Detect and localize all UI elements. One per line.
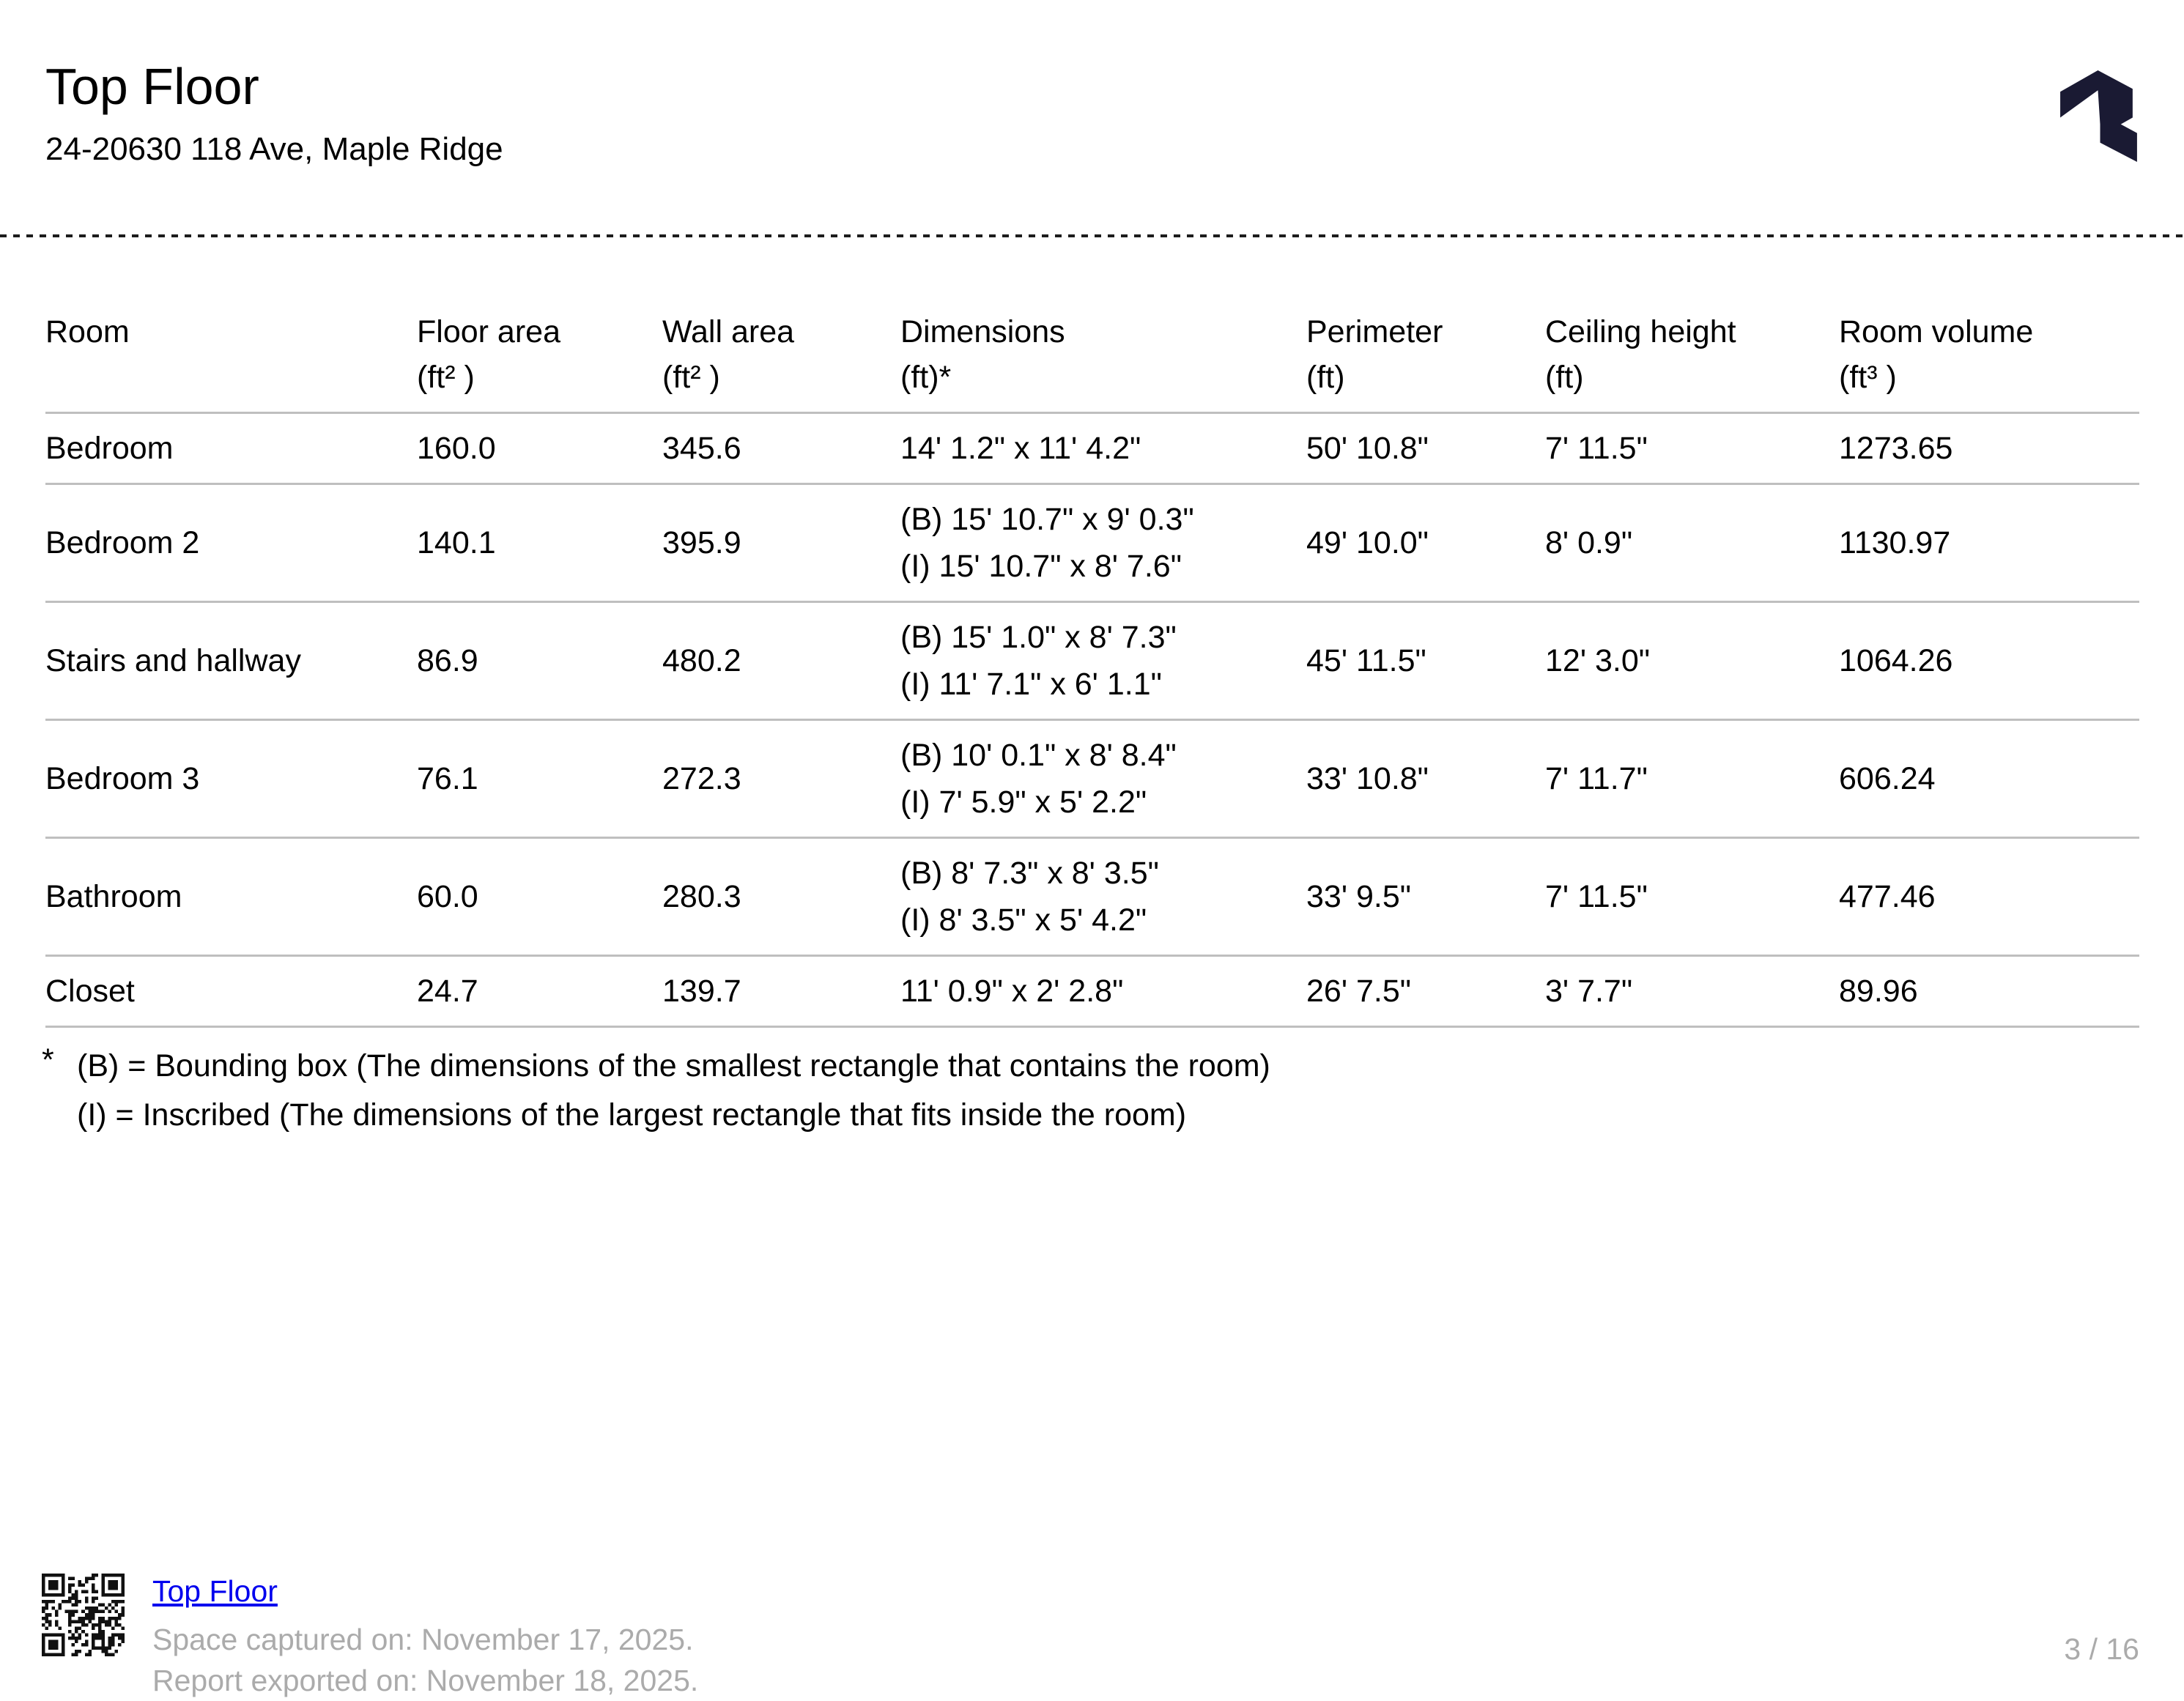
wall-area-cell: 480.2 <box>662 602 900 720</box>
perimeter-cell: 33' 10.8" <box>1306 720 1545 838</box>
page-subtitle-address: 24-20630 118 Ave, Maple Ridge <box>45 131 503 167</box>
footnote-line-inscribed: (I) = Inscribed (The dimensions of the largest rectangle that fits inside the room) <box>77 1097 1187 1133</box>
perimeter-cell: 49' 10.0" <box>1306 484 1545 602</box>
ceiling-height-cell: 7' 11.5" <box>1545 413 1839 484</box>
table-row <box>45 484 2139 602</box>
table-row <box>45 838 2139 956</box>
wall-area-cell: 272.3 <box>662 720 900 838</box>
floor-area-cell: 76.1 <box>417 720 662 838</box>
floor-area-cell: 24.7 <box>417 956 662 1027</box>
dimensions-cell: (B) 15' 10.7" x 9' 0.3" (I) 15' 10.7" x 8' 7.6" <box>900 484 1306 602</box>
column-header-wall-area: Wall area (ft² ) <box>662 309 900 413</box>
footer-text <box>152 1574 698 1701</box>
column-header-floor-area: Floor area (ft² ) <box>417 309 662 413</box>
page-number: 3 / 16 <box>2064 1632 2139 1666</box>
brand-logo-glyph <box>2060 70 2137 162</box>
column-header-room: Room <box>45 309 417 413</box>
room-volume-cell: 1130.97 <box>1839 484 2139 602</box>
table-row <box>45 602 2139 720</box>
perimeter-cell: 33' 9.5" <box>1306 838 1545 956</box>
column-header-perimeter: Perimeter (ft) <box>1306 309 1545 413</box>
room-table <box>45 309 2139 1028</box>
qr-code <box>42 1574 125 1656</box>
room-cell: Bedroom 3 <box>45 720 417 838</box>
page-header <box>45 60 503 167</box>
wall-area-cell: 280.3 <box>662 838 900 956</box>
wall-area-cell: 395.9 <box>662 484 900 602</box>
exported-date-line: Report exported on: November 18, 2025. <box>152 1664 699 1697</box>
page-title: Top Floor <box>45 58 259 115</box>
dimensions-cell: 11' 0.9" x 2' 2.8" <box>900 956 1306 1027</box>
footnote-marker: * <box>42 1042 54 1078</box>
floor-area-cell: 86.9 <box>417 602 662 720</box>
dotted-divider <box>0 234 2184 237</box>
dimensions-cell: (B) 8' 7.3" x 8' 3.5" (I) 8' 3.5" x 5' 4.2" <box>900 838 1306 956</box>
footnote-text <box>77 1042 1270 1140</box>
dimensions-cell: 14' 1.2" x 11' 4.2" <box>900 413 1306 484</box>
room-cell: Bedroom 2 <box>45 484 417 602</box>
ceiling-height-cell: 7' 11.5" <box>1545 838 1839 956</box>
column-header-ceiling-height: Ceiling height (ft) <box>1545 309 1839 413</box>
ceiling-height-cell: 7' 11.7" <box>1545 720 1839 838</box>
dimensions-cell: (B) 10' 0.1" x 8' 8.4" (I) 7' 5.9" x 5' 2.2" <box>900 720 1306 838</box>
room-volume-cell: 477.46 <box>1839 838 2139 956</box>
perimeter-cell: 26' 7.5" <box>1306 956 1545 1027</box>
room-cell: Stairs and hallway <box>45 602 417 720</box>
perimeter-cell: 45' 11.5" <box>1306 602 1545 720</box>
page-footer <box>42 1574 698 1701</box>
dimensions-cell: (B) 15' 1.0" x 8' 7.3" (I) 11' 7.1" x 6' 1.1" <box>900 602 1306 720</box>
perimeter-cell: 50' 10.8" <box>1306 413 1545 484</box>
floor-link[interactable]: Top Floor <box>152 1574 278 1608</box>
table-row <box>45 956 2139 1027</box>
column-header-room-volume: Room volume (ft³ ) <box>1839 309 2139 413</box>
room-volume-cell: 1273.65 <box>1839 413 2139 484</box>
brand-logo-icon <box>2060 70 2137 162</box>
footnote <box>42 1042 1270 1140</box>
ceiling-height-cell: 8' 0.9" <box>1545 484 1839 602</box>
room-cell: Bedroom <box>45 413 417 484</box>
ceiling-height-cell: 3' 7.7" <box>1545 956 1839 1027</box>
table-header-row <box>45 309 2139 413</box>
ceiling-height-cell: 12' 3.0" <box>1545 602 1839 720</box>
room-volume-cell: 1064.26 <box>1839 602 2139 720</box>
room-cell: Bathroom <box>45 838 417 956</box>
room-volume-cell: 89.96 <box>1839 956 2139 1027</box>
floor-area-cell: 60.0 <box>417 838 662 956</box>
wall-area-cell: 139.7 <box>662 956 900 1027</box>
table-row <box>45 720 2139 838</box>
floor-area-cell: 140.1 <box>417 484 662 602</box>
wall-area-cell: 345.6 <box>662 413 900 484</box>
room-cell: Closet <box>45 956 417 1027</box>
footnote-line-bounding: (B) = Bounding box (The dimensions of the smallest rectangle that contains the room) <box>77 1048 1270 1083</box>
table-row <box>45 413 2139 484</box>
room-table-body <box>45 413 2139 1027</box>
room-volume-cell: 606.24 <box>1839 720 2139 838</box>
floor-area-cell: 160.0 <box>417 413 662 484</box>
captured-date-line: Space captured on: November 17, 2025. <box>152 1623 694 1656</box>
column-header-dimensions: Dimensions (ft)* <box>900 309 1306 413</box>
